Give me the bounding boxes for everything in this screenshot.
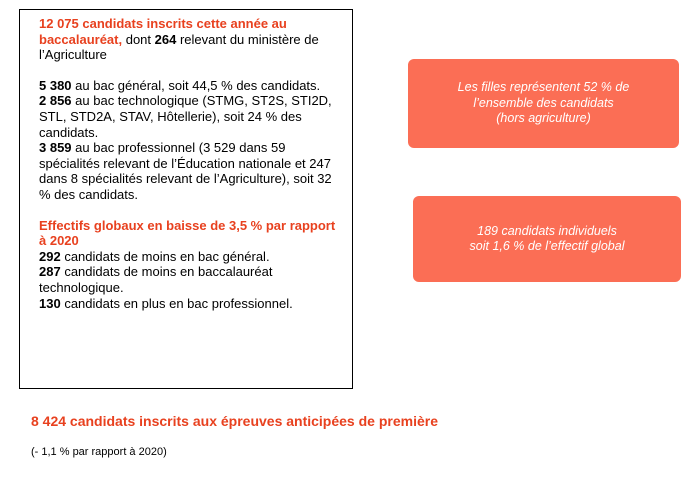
trend-general-text: candidats de moins en bac général.	[60, 248, 270, 264]
individual-candidates-callout	[413, 196, 681, 282]
pro-value: 3 859	[39, 140, 72, 156]
intro-text-2: relevant du ministère de l’Agriculture	[39, 31, 319, 63]
trend-pro-value: 130	[39, 295, 61, 311]
general-line	[39, 78, 344, 94]
trend-techno-text: candidats de moins en baccalauréat technologique.	[39, 264, 273, 295]
general-value: 5 380	[39, 77, 72, 93]
intro-text-1: dont	[122, 31, 155, 47]
general-text: au bac général, soit 44,5 % des candidats.	[71, 77, 321, 93]
girls-callout-line-3: (hors agriculture)	[496, 111, 591, 126]
techno-value: 2 856	[39, 93, 72, 109]
total-candidates: 12 075 candidats inscrits cette année au baccalauréat,	[39, 16, 287, 47]
pro-line	[39, 140, 344, 202]
trend-title: Effectifs globaux en baisse de 3,5 % par rapport à 2020	[39, 217, 336, 249]
trend-line-pro	[39, 296, 344, 312]
trend-line-techno	[39, 264, 344, 295]
anticipated-exams-title: 8 424 candidats inscrits aux épreuves anticipées de première	[31, 413, 438, 429]
techno-line	[39, 93, 344, 140]
individual-callout-line-1: 189 candidats individuels	[477, 223, 617, 238]
trend-line-general	[39, 249, 344, 265]
girls-callout-line-1: Les filles représentent 52 % de	[457, 80, 630, 95]
trend-techno-value: 287	[39, 264, 61, 280]
girls-callout-line-2: l’ensemble des candidats	[473, 95, 614, 110]
individual-callout-line-2: soit 1,6 % de l’effectif global	[469, 239, 625, 253]
techno-text: au bac technologique (STMG, ST2S, STI2D, STL, STD2A, STAV, Hôtellerie), soit 24 % des candidats.	[39, 93, 332, 140]
anticipated-exams-change: (- 1,1 % par rapport à 2020)	[31, 446, 167, 458]
agri-count: 264	[154, 31, 177, 47]
girls-share-callout	[408, 59, 679, 148]
pro-text: au bac professionnel (3 529 dans 59 spécialités relevant de l’Éducation nationale et 247 dans 8 spécialités relevant de l’Agriculture), soit 32 % des candidats.	[39, 140, 332, 202]
intro-paragraph	[39, 16, 344, 63]
trend-pro-text: candidats en plus en bac professionnel.	[60, 295, 293, 311]
summary-box	[19, 9, 353, 389]
trend-general-value: 292	[39, 248, 61, 264]
